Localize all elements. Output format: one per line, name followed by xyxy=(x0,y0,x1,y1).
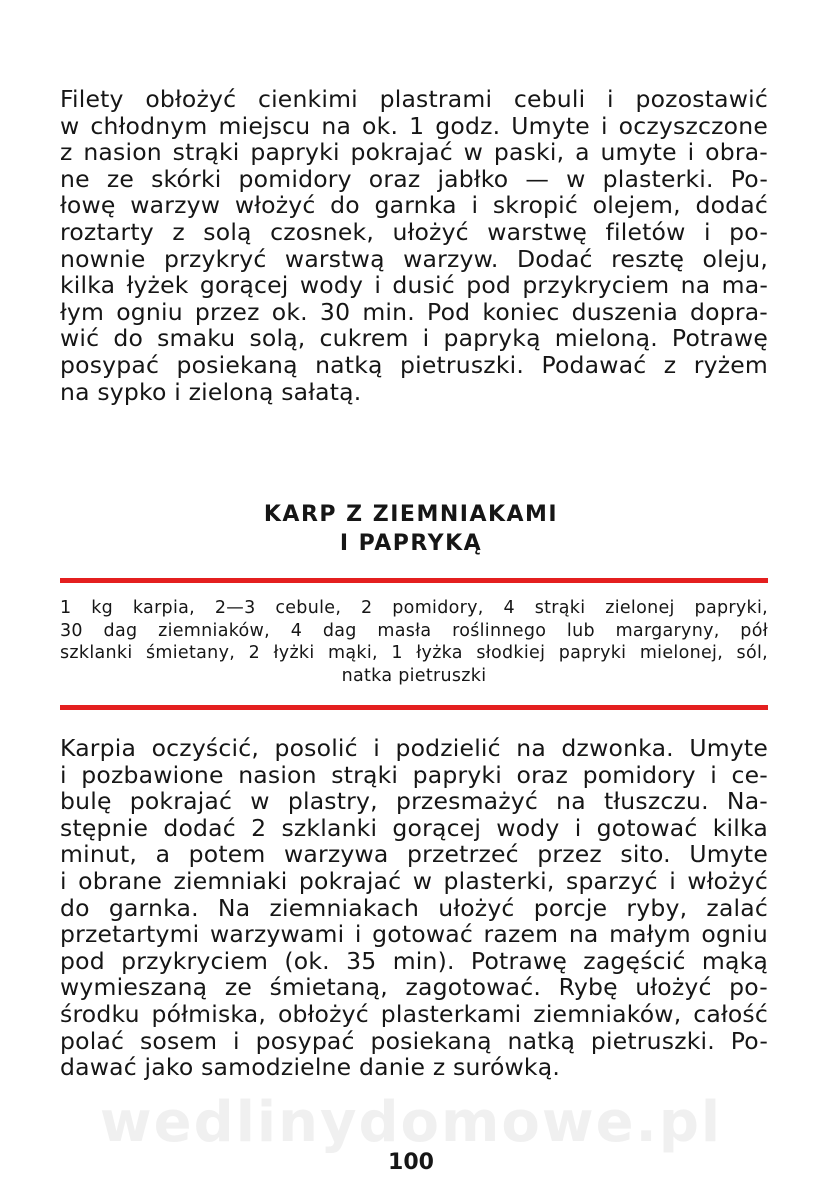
paragraph-line: do garnka. Na ziemniakach ułożyć porcje ryby, zalać xyxy=(60,893,768,922)
paragraph-line: łowę warzyw włożyć do garnka i skropić olejem, dodać xyxy=(60,191,768,220)
paragraph-line: Karpia oczyścić, posolić i podzielić na dzwonka. Umyte xyxy=(60,734,768,762)
ingredients-line: natka pietruszki xyxy=(341,665,487,686)
paragraph-line: roztarty z solą czosnek, ułożyć warstwę filetów i po- xyxy=(60,217,768,246)
paragraph-line: kilka łyżek gorącej wody i dusić pod przykryciem na ma- xyxy=(60,271,768,300)
paragraph-line: nownie przykryć warstwą warzyw. Dodać resztę oleju, xyxy=(60,244,768,273)
paragraph-line: dawać jako samodzielne danie z surówką. xyxy=(60,1053,561,1082)
recipe-title-line: I PAPRYKĄ xyxy=(339,531,483,556)
paragraph-line: wić do smaku solą, cukrem i papryką mieloną. Potrawę xyxy=(60,324,768,353)
paragraph-line: polać sosem i posypać posiekaną natką pietruszki. Po- xyxy=(60,1026,768,1055)
watermark: wedlinydomowe.pl xyxy=(99,1090,723,1155)
paragraph-line: ne ze skórki pomidory oraz jabłko — w plasterki. Po- xyxy=(60,164,768,193)
paragraph-line: w chłodnym miejscu na ok. 1 godz. Umyte i oczyszczone xyxy=(60,111,768,140)
ingredients-line: 30 dag ziemniaków, 4 dag masła roślinnego lub margaryny, pół xyxy=(60,620,768,641)
paragraph-line: stępnie dodać 2 szklanki gorącej wody i gotować kilka xyxy=(60,813,768,842)
paragraph-line: i obrane ziemniaki pokrajać w plasterki, sparzyć i włożyć xyxy=(60,866,768,895)
paragraph-line: przetartymi warzywami i gotować razem na małym ogniu xyxy=(60,920,768,949)
paragraph-line: pod przykryciem (ok. 35 min). Potrawę zagęścić mąką xyxy=(60,946,768,975)
recipe-title xyxy=(0,500,822,558)
ingredients-line: szklanki śmietany, 2 łyżki mąki, 1 łyżka słodkiej papryki mielonej, sól, xyxy=(60,643,768,664)
ingredients-line: 1 kg karpia, 2—3 cebule, 2 pomidory, 4 strąki zielonej papryki, xyxy=(60,598,768,618)
paragraph-line: na sypko i zieloną sałatą. xyxy=(60,377,362,406)
paragraph-line: wymieszaną ze śmietaną, zagotować. Rybę ułożyć po- xyxy=(60,973,768,1002)
method-paragraph xyxy=(60,735,768,1081)
ingredients-list xyxy=(60,597,768,687)
red-divider-bottom xyxy=(60,705,768,710)
paragraph-line: łym ogniu przez ok. 30 min. Pod koniec duszenia dopra- xyxy=(60,297,768,326)
paragraph-line: bulę pokrajać w plastry, przesmażyć na tłuszczu. Na- xyxy=(60,787,768,816)
recipe-title-line: KARP Z ZIEMNIAKAMI xyxy=(263,502,559,527)
paragraph-line: minut, a potem warzywa przetrzeć przez sito. Umyte xyxy=(60,840,768,869)
paragraph-line: środku półmiska, obłożyć plasterkami ziemniaków, całość xyxy=(60,999,768,1028)
paragraph-line: z nasion strąki papryki pokrajać w paski, a umyte i obra- xyxy=(60,138,768,167)
red-divider-top xyxy=(60,578,768,583)
intro-paragraph xyxy=(60,86,768,405)
paragraph-line: i pozbawione nasion strąki papryki oraz pomidory i ce- xyxy=(60,760,768,789)
paragraph-line: Filety obłożyć cienkimi plastrami cebuli i pozostawić xyxy=(60,85,768,113)
page-number: 100 xyxy=(388,1150,434,1175)
paragraph-line: posypać posiekaną natką pietruszki. Podawać z ryżem xyxy=(60,350,768,379)
